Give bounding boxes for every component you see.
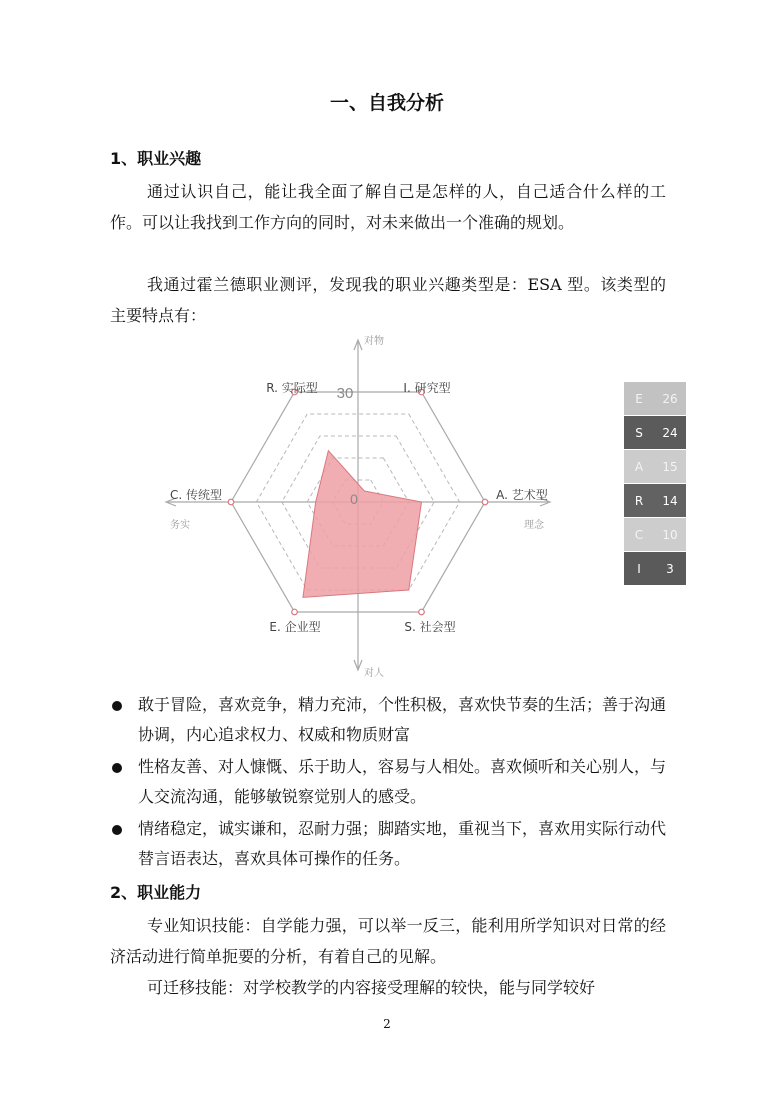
category-label: A. 艺术型 [496, 488, 548, 502]
legend-key: R [634, 493, 644, 508]
vertex-marker [228, 499, 234, 505]
page-number: 2 [383, 1017, 391, 1031]
list-item: 敢于冒险，喜欢竞争，精力充沛，个性积极，喜欢快节奏的生活；善于沟通协调，内心追求权力、权威和物质财富 [110, 690, 670, 750]
category-label: R. 实际型 [266, 381, 318, 395]
legend-value: 15 [662, 459, 678, 474]
category-label: C. 传统型 [169, 488, 223, 502]
legend-row [624, 416, 686, 449]
bullet-dot-icon [112, 825, 122, 835]
legend-value: 10 [662, 527, 678, 542]
legend-row [624, 450, 686, 483]
legend-value: 14 [662, 493, 678, 508]
score-legend [624, 382, 686, 586]
section-title-interest: 1、职业兴趣 [110, 149, 202, 168]
bullet-dot-icon [112, 701, 122, 711]
main-heading: 一、自我分析 [329, 92, 444, 114]
category-label: I. 研究型 [403, 381, 451, 395]
axis-label-bottom: 对人 [364, 668, 384, 679]
legend-row [624, 382, 686, 415]
legend-value: 24 [662, 425, 678, 440]
legend-value: 26 [662, 391, 678, 406]
scale-label-max: 30 [336, 385, 354, 402]
vertex-marker [292, 609, 298, 615]
axis-label-top: 对物 [364, 336, 384, 347]
paragraph-professional-skills: 专业知识技能：自学能力强，可以举一反三，能利用所学知识对日常的经济活动进行简单扼要的分析，有着自己的见解。 [110, 916, 666, 966]
legend-row [624, 552, 686, 585]
data-area [303, 451, 422, 598]
legend-key: I [637, 561, 641, 576]
vertex-marker [419, 609, 425, 615]
legend-value: 3 [666, 561, 674, 576]
bullet-dot-icon [112, 763, 122, 773]
paragraph-intro: 通过认识自己，能让我全面了解自己是怎样的人，自己适合什么样的工作。可以让我找到工作方向的同时，对未来做出一个准确的规划。 [110, 182, 666, 232]
category-label: E. 企业型 [269, 620, 321, 634]
legend-row [624, 484, 686, 517]
legend-row [624, 518, 686, 551]
trait-list [110, 690, 670, 876]
legend-key: E [635, 391, 643, 406]
axis-label-right: 理念 [524, 520, 544, 531]
legend-key: A [634, 459, 644, 474]
category-label: S. 社会型 [404, 620, 456, 634]
holland-radar-chart [150, 330, 570, 690]
legend-key: S [635, 425, 643, 440]
section-title-ability: 2、职业能力 [110, 883, 202, 902]
legend-key: C [634, 527, 644, 542]
vertex-marker [482, 499, 488, 505]
paragraph-test-result: 我通过霍兰德职业测评，发现我的职业兴趣类型是：ESA 型。该类型的主要特点有： [110, 275, 666, 325]
axis-label-left: 务实 [170, 520, 190, 531]
paragraph-transferable-skills: 可迁移技能：对学校教学的内容接受理解的较快，能与同学较好 [147, 978, 596, 997]
scale-label-min: 0 [350, 491, 358, 507]
list-item: 情绪稳定，诚实谦和，忍耐力强；脚踏实地，重视当下，喜欢用实际行动代替言语表达，喜欢具体可操作的任务。 [110, 814, 670, 874]
list-item: 性格友善、对人慷慨、乐于助人，容易与人相处。喜欢倾听和关心别人，与人交流沟通，能够敏锐察觉别人的感受。 [110, 752, 670, 812]
